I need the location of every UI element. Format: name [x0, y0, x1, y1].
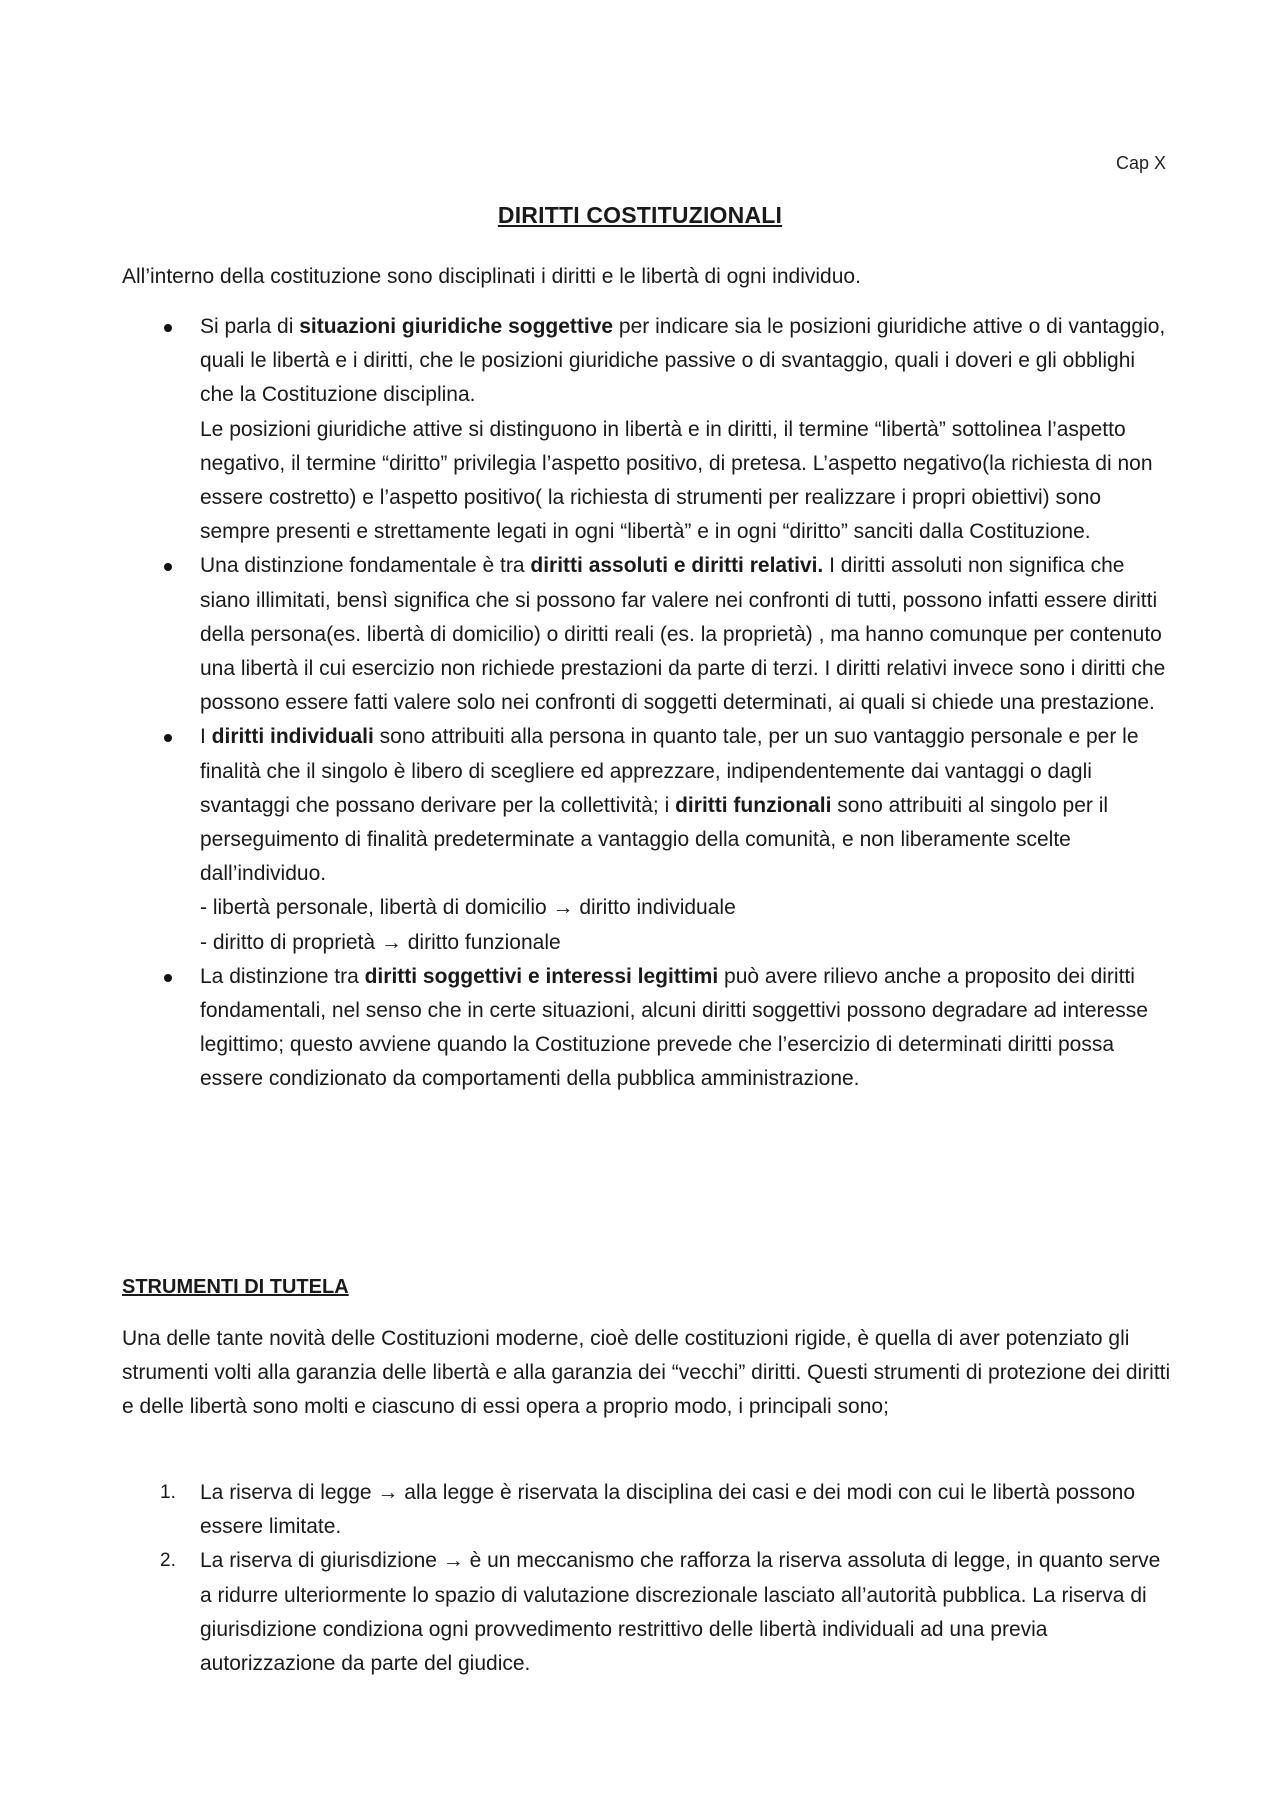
intro-paragraph: All’interno della costituzione sono disciplinati i diritti e le libertà di ogni individuo. — [122, 265, 861, 288]
item-number: 1. — [160, 1482, 176, 1503]
bullet-icon — [164, 734, 172, 742]
section-heading: STRUMENTI DI TUTELA — [122, 1276, 349, 1298]
bullet-icon — [164, 324, 172, 332]
list-item — [122, 1476, 1172, 1544]
list-item — [122, 310, 1172, 549]
item-text: La riserva di legge → alla legge è riservata la disciplina dei casi e dei modi con cui le libertà possono essere limitate. — [200, 1481, 1136, 1539]
chapter-label: Cap X — [1115, 153, 1166, 173]
item-paragraph: Una distinzione fondamentale è tra diritti assoluti e diritti relativi. I diritti assoluti non significa che siano illimitati, bensì significa che si possono far valere nei confronti di tutti, possono infatti essere diritti della persona(es. libertà di domicilio) o diritti reali (es. la proprietà) , ma hanno comunque per contenuto una libertà il cui esercizio non richiede prestazioni da parte di terzi. I diritti relativi invece sono i diritti che possono essere fatti valere solo nei confronti di soggetti determinati, ai quali si chiede una prestazione. — [200, 554, 1166, 715]
bullet-list — [122, 310, 1172, 1097]
list-item — [122, 549, 1172, 720]
list-item — [122, 960, 1172, 1097]
list-item — [122, 1544, 1172, 1681]
example-line: - libertà personale, libertà di domicilio → diritto individuale — [200, 896, 736, 920]
section-paragraph: Una delle tante novità delle Costituzioni moderne, cioè delle costituzioni rigide, è quella di aver potenziato gli strumenti volti alla garanzia delle libertà e alla garanzia dei “vecchi” diritti. Questi strumenti di protezione dei diritti e delle libertà sono molti e ciascuno di essi opera a proprio modo, i principali sono; — [122, 1327, 1171, 1418]
numbered-list — [122, 1476, 1172, 1681]
item-paragraph: La distinzione tra diritti soggettivi e interessi legittimi può avere rilievo anche a proposito dei diritti fondamentali, nel senso che in certe situazioni, alcuni diritti soggettivi possono degradare ad interesse legittimo; questo avviene quando la Costituzione prevede che l’esercizio di determinati diritti possa essere condizionato da comportamenti della pubblica amministrazione. — [200, 964, 1148, 1091]
item-number: 2. — [160, 1550, 176, 1572]
item-text: La riserva di giurisdizione → è un meccanismo che rafforza la riserva assoluta di legge, in quanto serve a ridurre ulteriormente lo spazio di valutazione discrezionale lasciato all’autorità pubblica. La riserva di giurisdizione condiziona ogni provvedimento restrittivo delle libertà individuali ad una previa autorizzazione da parte del giudice. — [200, 1549, 1161, 1676]
page-title: DIRITTI COSTITUZIONALI — [497, 202, 783, 228]
item-paragraph: Si parla di situazioni giuridiche soggettive per indicare sia le posizioni giuridiche attive o di vantaggio, quali le libertà e i diritti, che le posizioni giuridiche passive o di svantaggio, quali i doveri e gli obblighi che la Costituzione disciplina. — [200, 315, 1166, 407]
example-line: - diritto di proprietà → diritto funzionale — [200, 930, 561, 954]
item-paragraph: Le posizioni giuridiche attive si distinguono in libertà e in diritti, il termine “libertà” sottolinea l’aspetto negativo, il termine “diritto” privilegia l’aspetto positivo, di pretesa. L’aspetto negativo(la richiesta di non essere costretto) e l’aspetto positivo( la richiesta di strumenti per realizzare i propri obiettivi) sono sempre presenti e strettamente legati in ogni “libertà” e in ogni “diritto” sanciti dalla Costituzione. — [200, 417, 1153, 544]
list-item — [122, 720, 1172, 959]
bullet-icon — [164, 974, 172, 982]
item-paragraph: I diritti individuali sono attribuiti alla persona in quanto tale, per un suo vantaggio personale e per le finalità che il singolo è libero di scegliere ed apprezzare, indipendentemente dai vantaggi o dagli svantaggi che possano derivare per la collettività; i diritti funzionali sono attribuiti al singolo per il perseguimento di finalità predeterminate a vantaggio della comunità, e non liberamente scelte dall’individuo. — [200, 725, 1139, 886]
bullet-icon — [164, 563, 172, 571]
